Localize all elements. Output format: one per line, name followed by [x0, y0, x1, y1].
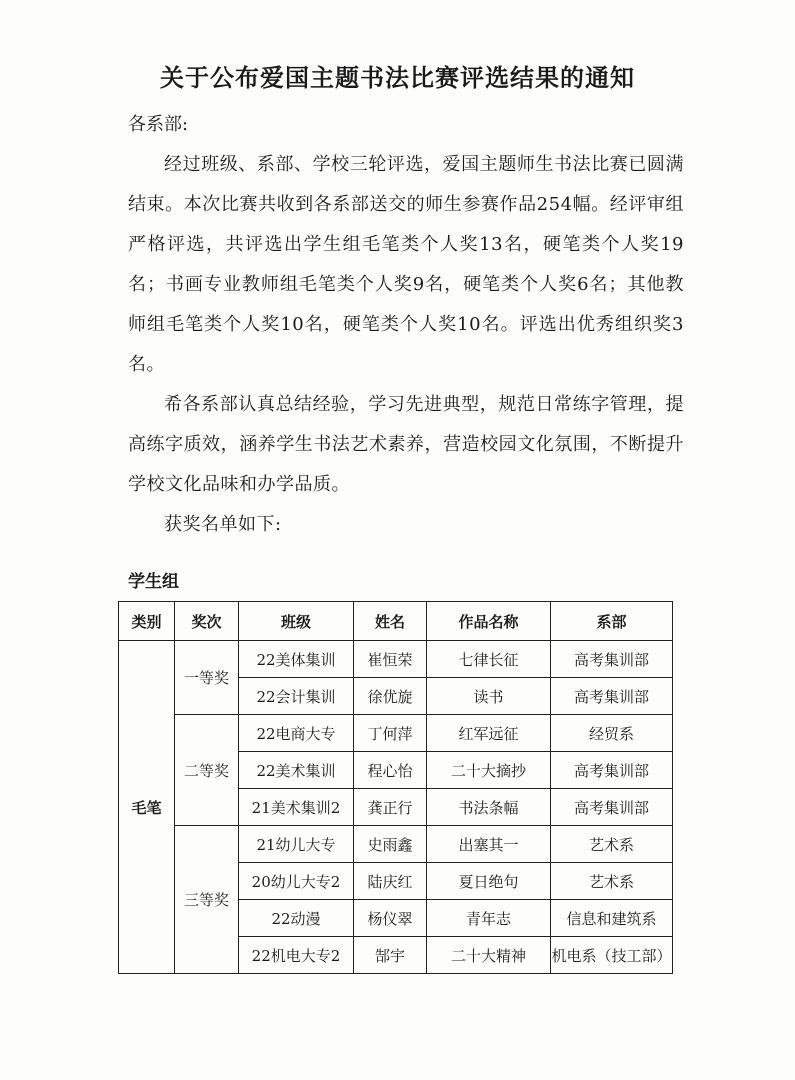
paragraph-list-intro: 获奖名单如下: — [164, 514, 282, 535]
class-cell: 21美术集训2 — [239, 789, 354, 826]
notice-body — [128, 145, 684, 545]
class-cell: 22美术集训 — [239, 752, 354, 789]
name-cell: 龚正行 — [354, 789, 427, 826]
name-cell: 崔恒荣 — [354, 641, 427, 678]
header-department: 系部 — [551, 602, 673, 641]
work-cell: 二十大精神 — [427, 937, 551, 974]
class-cell: 22动漫 — [239, 900, 354, 937]
awards-table — [118, 601, 673, 974]
class-cell: 22美体集训 — [239, 641, 354, 678]
dept-cell: 艺术系 — [551, 826, 673, 863]
paragraph-results: 经过班级、系部、学校三轮评选，爱国主题师生书法比赛已圆满结束。本次比赛共收到各系部送交的师生参赛作品254幅。经评审组严格评选，共评选出学生组毛笔类个人奖13名，硬笔类个人奖19名；书画专业教师组毛笔类个人奖9名，硬笔类个人奖6名；其他教师组毛笔类个人奖10名，硬笔类个人奖10名。评选出优秀组织奖3名。 — [128, 154, 684, 375]
dept-cell: 高考集训部 — [551, 678, 673, 715]
paragraph-encouragement: 希各系部认真总结经验，学习先进典型，规范日常练字管理，提高练字质效，涵养学生书法艺术素养，营造校园文化氛围，不断提升学校文化品味和办学品质。 — [128, 394, 684, 495]
work-cell: 七律长征 — [427, 641, 551, 678]
work-cell: 读书 — [427, 678, 551, 715]
name-cell: 郜宇 — [354, 937, 427, 974]
table-header-row — [119, 602, 673, 641]
dept-cell: 信息和建筑系 — [551, 900, 673, 937]
dept-cell: 高考集训部 — [551, 789, 673, 826]
work-cell: 红军远征 — [427, 715, 551, 752]
dept-cell: 高考集训部 — [551, 752, 673, 789]
table-row — [119, 826, 673, 863]
category-cell: 毛笔 — [119, 641, 175, 974]
name-cell: 杨仪翠 — [354, 900, 427, 937]
name-cell: 丁何萍 — [354, 715, 427, 752]
student-group-title: 学生组 — [128, 572, 179, 592]
class-cell: 21幼儿大专 — [239, 826, 354, 863]
salutation: 各系部: — [128, 114, 189, 135]
work-cell: 夏日绝句 — [427, 863, 551, 900]
name-cell: 史雨鑫 — [354, 826, 427, 863]
award-level-cell: 一等奖 — [175, 641, 239, 715]
work-cell: 二十大摘抄 — [427, 752, 551, 789]
table-row — [119, 715, 673, 752]
dept-cell: 高考集训部 — [551, 641, 673, 678]
class-cell: 22机电大专2 — [239, 937, 354, 974]
header-award-level: 奖次 — [175, 602, 239, 641]
dept-cell: 经贸系 — [551, 715, 673, 752]
dept-cell: 艺术系 — [551, 863, 673, 900]
work-cell: 青年志 — [427, 900, 551, 937]
header-name: 姓名 — [354, 602, 427, 641]
work-cell: 书法条幅 — [427, 789, 551, 826]
class-cell: 22电商大专 — [239, 715, 354, 752]
dept-cell: 机电系（技工部） — [551, 937, 673, 974]
award-level-cell: 三等奖 — [175, 826, 239, 974]
header-category: 类别 — [119, 602, 175, 641]
header-class: 班级 — [239, 602, 354, 641]
table-row — [119, 641, 673, 678]
name-cell: 徐优旋 — [354, 678, 427, 715]
work-cell: 出塞其一 — [427, 826, 551, 863]
document-title: 关于公布爱国主题书法比赛评选结果的通知 — [160, 64, 635, 92]
name-cell: 陆庆红 — [354, 863, 427, 900]
class-cell: 20幼儿大专2 — [239, 863, 354, 900]
award-level-cell: 二等奖 — [175, 715, 239, 826]
name-cell: 程心怡 — [354, 752, 427, 789]
header-work-title: 作品名称 — [427, 602, 551, 641]
class-cell: 22会计集训 — [239, 678, 354, 715]
